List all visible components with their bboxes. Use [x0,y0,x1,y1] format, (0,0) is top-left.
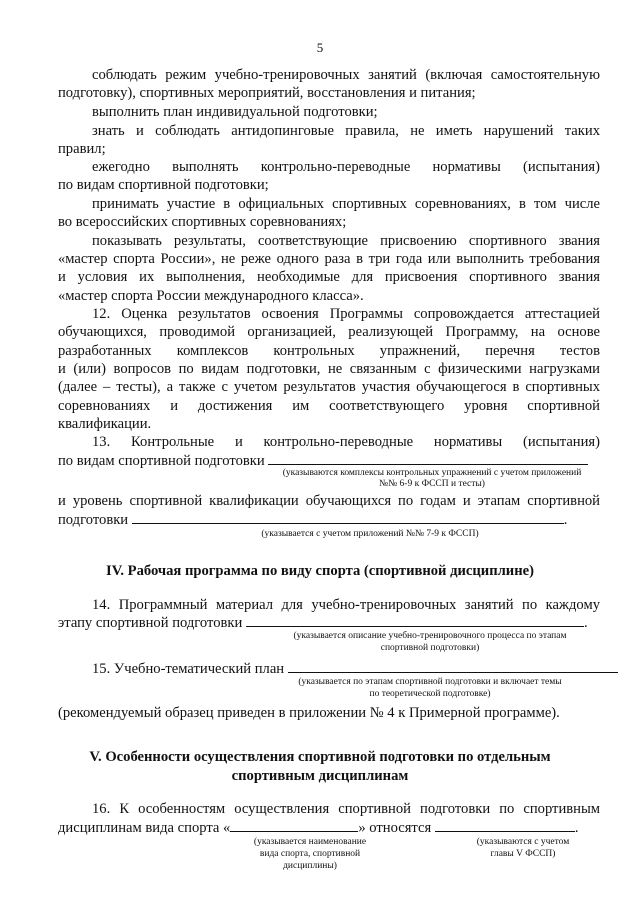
text-line: показывать результаты, соответствующие присвоению спортивного звания [92,233,600,249]
text-line: и уровень спортивной квалификации обучающихся по годам и этапам спортивной [58,493,600,509]
text-fragment: дисциплинам вида спорта « [58,820,231,836]
text-line [58,819,578,837]
text-line: и условия их выполнения, необходимые для присвоения спортивного звания [58,269,600,285]
text-line: подготовку), спортивных мероприятий, восстановления и питания; [58,85,476,101]
text-line: 16. К особенностям осуществления спортивной подготовки по спортивным [92,801,600,817]
text-line: соревнованиях и достижения им соответствующего уровня спортивной [58,398,600,414]
text-line: 13. Контрольные и контрольно-переводные нормативы (испытания) [92,434,600,450]
footnote-label: дисциплины) [283,861,337,871]
section-heading: V. Особенности осуществления спортивной подготовки по отдельным [89,749,551,765]
text-fragment: по видам спортивной подготовки [58,453,265,469]
footnote-label: спортивной подготовки) [380,643,480,653]
text-line: принимать участие в официальных спортивных соревнованиях, в том числе [92,196,600,212]
text-line: разработанных комплексов контрольных упражнений, перечня тестов [58,343,600,359]
footnote-label: по теоретической подготовке) [369,689,491,699]
fill-in-blank [268,452,588,465]
fill-in-blank [435,819,575,832]
text-line: ежегодно выполнять контрольно-переводные нормативы (испытания) [92,159,600,175]
text-fragment: . [574,820,579,836]
text-line: правил; [58,141,106,157]
text-fragment: . [583,615,588,631]
footnote-label: (указывается наименование [253,837,367,847]
text-line: знать и соблюдать антидопинговые правила, не иметь нарушений таких [92,123,600,139]
footnote-label: (указывается с учетом приложений №№ 7-9 к ФССП) [261,529,479,539]
text-line: «мастер спорта России», не реже одного раза в три года или выполнить требования [58,251,600,267]
footnote-label: (указываются комплексы контрольных упражнений с учетом приложений [282,468,582,478]
footnote-label: №№ 6-9 к ФССП и тесты) [379,479,485,489]
text-fragment: 15. Учебно-тематический план [92,661,285,677]
fill-in-blank [230,819,358,832]
text-fragment: . [563,512,568,528]
text-line: обучающихся, проводимой организацией, реализующей Программу, на основе [58,324,600,340]
footnote-label: главы V ФССП) [490,849,556,859]
text-line [58,511,567,529]
text-line: 12. Оценка результатов освоения Программы сопровождается аттестацией [92,306,600,322]
text-fragment: этапу спортивной подготовки [58,615,243,631]
section-heading: спортивным дисциплинам [231,768,409,784]
text-fragment: » относятся [358,820,432,836]
fill-in-blank [246,614,584,627]
text-line: и (или) вопросов по видам подготовки, не связанным с физическими нагрузками [58,361,600,377]
text-line: 14. Программный материал для учебно-тренировочных занятий по каждому [92,597,600,613]
section-heading: IV. Рабочая программа по виду спорта (спортивной дисциплине) [106,563,534,579]
text-line: (рекомендуемый образец приведен в приложении № 4 к Примерной программе). [58,705,560,721]
text-line: выполнить план индивидуальной подготовки; [92,104,378,120]
footnote-label: (указывается описание учебно-тренировочного процесса по этапам [293,631,567,641]
fill-in-blank [132,511,564,524]
text-line: по видам спортивной подготовки; [58,177,269,193]
text-line: соблюдать режим учебно-тренировочных занятий (включая самостоятельную [92,67,600,83]
footnote-label: (указываются с учетом [476,837,570,847]
fill-in-blank [288,660,618,673]
page-number: 5 [316,40,324,55]
text-line: (далее – тесты), а также с учетом результатов участия обучающегося в спортивных [58,379,600,395]
footnote-label: вида спорта, спортивной [259,849,361,859]
text-fragment: подготовки [58,512,129,528]
text-line: во всероссийских спортивных соревнованиях; [58,214,347,230]
footnote-label: (указывается по этапам спортивной подготовки и включает темы [298,677,562,687]
text-line: квалификации. [58,416,152,432]
text-line: «мастер спорта России международного класса». [58,288,364,304]
